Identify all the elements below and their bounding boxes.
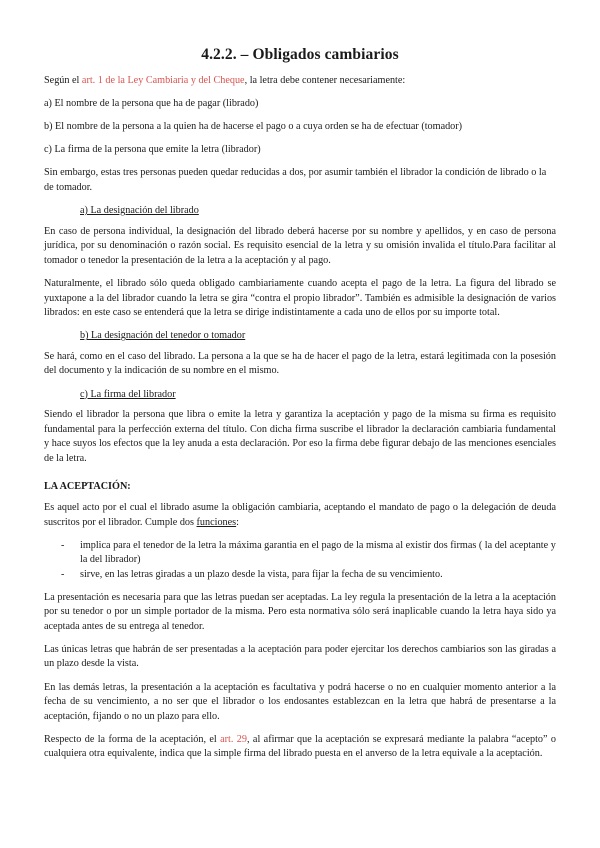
forma-paragraph [44,733,556,762]
intro-text-pre: Según el [44,75,82,86]
definition-text-pre: Es aquel acto por el cual el librado asume la obligación cambiaria, aceptando el mandato de pago o la delegación de deuda suscritos por el librador. Cumple dos [44,502,556,528]
page-title: 4.2.2. – Obligados cambiarios [201,46,399,63]
requirement-a: a) El nombre de la persona que ha de pagar (librado) [44,98,259,110]
list-item [44,539,556,568]
presentacion-paragraph: La presentación es necesaria para que las letras puedan ser aceptadas. La ley regula la presentación de la letra a la aceptación por su tenedor o por un simple portador de la misma. Pero esta normativa sólo será inaplicable cuando la letra haya sido ya aceptada antes de su entrega al tenedor. [44,591,556,632]
requirement-b: b) El nombre de la persona a la quien ha de hacerse el pago o a cuya orden se ha de efectuar (tomador) [44,121,463,133]
aceptacion-definition [44,501,556,530]
section-a-title: a) La designación del librado [80,205,199,217]
section-a-paragraph-1: En caso de persona individual, la designación del librado deberá hacerse por su nombre y apellidos, y en caso de persona jurídica, por su denominación o razón social. Es requisito esencial de la letra y su omisión invalida el título.Para facilitar al tomador o tenedor la presentación de la letra a la aceptación y al pago. [44,225,556,266]
requirement-c: c) La firma de la persona que emite la letra (librador) [44,144,261,156]
list-item [44,568,556,583]
funciones-link[interactable]: funciones [196,516,237,528]
function-text: sirve, en las letras giradas a un plazo desde la vista, para fijar la fecha de su vencimiento. [80,568,443,580]
functions-list [44,539,556,583]
art-29-link[interactable]: art. 29 [220,733,247,745]
reduction-paragraph: Sin embargo, estas tres personas pueden quedar reducidas a dos, por asumir también el librador la condición de librado o la de tomador. [44,167,547,193]
intro-text-post: , la letra debe contener necesariamente: [244,75,406,86]
unicas-paragraph: Las únicas letras que habrán de ser presentadas a la aceptación para poder ejercitar los derechos cambiarios son las giradas a un plazo desde la vista. [44,643,556,670]
function-text: implica para el tenedor de la letra la máxima garantia en el pago de la misma al existir dos firmas ( la del aceptante y la del librador) [80,539,556,566]
definition-text-post: : [236,516,239,528]
dash-bullet-icon: - [61,568,65,580]
forma-text-pre: Respecto de la forma de la aceptación, el [44,733,221,745]
section-b-paragraph-1: Se hará, como en el caso del librado. La persona a la que se ha de hacer el pago de la letra, estará legitimada con la posesión del documento y la indicación de su nombre en el mismo. [44,350,556,377]
law-article-link[interactable]: art. 1 de la Ley Cambiaria y del Cheque [81,75,245,86]
demas-paragraph: En las demás letras, la presentación a la aceptación es facultativa y podrá hacerse o no en cualquier momento anterior a la fecha de su vencimiento, a no ser que el librador o los endosantes establezcan en la letra que habrá de presentarse a la aceptación, fijando o no un plazo para ello. [44,681,556,722]
aceptacion-heading: LA ACEPTACIÓN: [44,481,131,493]
section-a-paragraph-2: Naturalmente, el librado sólo queda obligado cambiariamente cuando acepta el pago de la letra. La figura del librado se yuxtapone a la del librador cuando la letra se gira “contra el propio librador”. También es admisible la designación de varios librados: en este caso se entenderá que la letra se dirige indistintamente a cada uno de ellos por su importe total. [44,277,556,319]
section-b-title: b) La designación del tenedor o tomador [80,330,246,342]
intro-paragraph [44,74,556,89]
forma-text-post: , al afirmar que la aceptación se expresará mediante la palabra “acepto” o cualquiera otra equivalente, indica que la simple firma del librado puesta en el anverso de la letra equivale a la aceptación. [44,733,556,760]
section-c-paragraph-1: Siendo el librador la persona que libra o emite la letra y garantiza la aceptación y pago de la misma su firma es requisito fundamental para la perfección externa del título. Con dicha firma suscribe el librador la declaración cambiaria fundamental y hace suyos los efectos que la ley anuda a esta declaración. Por eso la firma debe figurar debajo de las menciones esenciales de la letra. [44,409,556,464]
dash-bullet-icon: - [61,539,65,551]
section-c-title: c) La firma del librador [80,388,176,400]
